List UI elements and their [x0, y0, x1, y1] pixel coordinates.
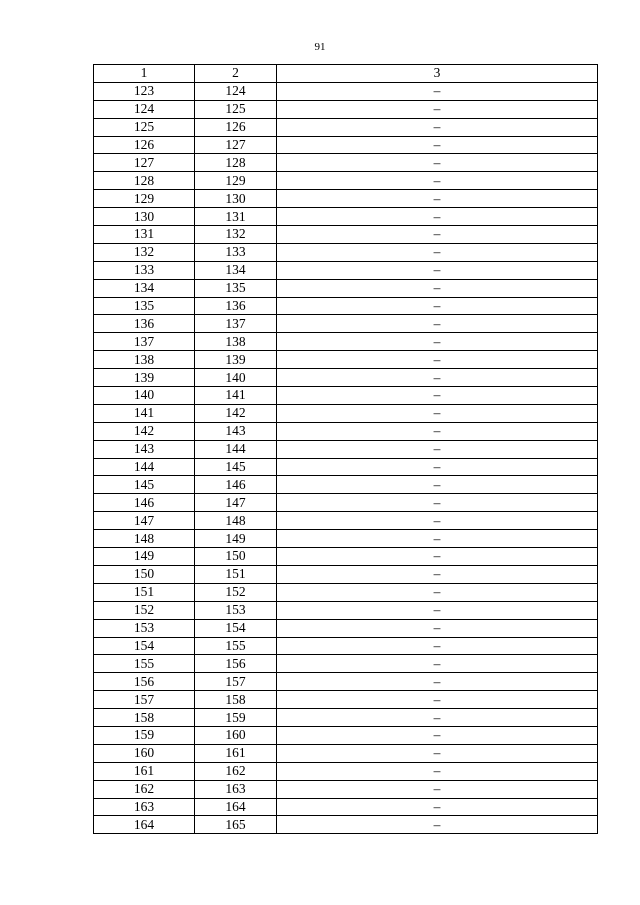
table-cell-col-3: –	[277, 369, 598, 387]
table-cell-col-1: 145	[94, 476, 195, 494]
table-cell-col-2: 161	[195, 744, 277, 762]
table-cell-col-3: –	[277, 82, 598, 100]
table-cell-col-2: 152	[195, 583, 277, 601]
table-cell-col-2: 160	[195, 726, 277, 744]
table-cell-col-3: –	[277, 387, 598, 405]
table-cell-col-2: 133	[195, 243, 277, 261]
table-cell-col-1: 127	[94, 154, 195, 172]
table-row	[94, 351, 598, 369]
table-cell-col-2: 159	[195, 709, 277, 727]
table-row	[94, 673, 598, 691]
table-cell-col-2: 157	[195, 673, 277, 691]
table-row	[94, 208, 598, 226]
table-cell-col-1: 128	[94, 172, 195, 190]
header-col-2: 2	[195, 65, 277, 83]
table-cell-col-2: 131	[195, 208, 277, 226]
table-row	[94, 100, 598, 118]
table-cell-col-2: 128	[195, 154, 277, 172]
table-cell-col-2: 132	[195, 226, 277, 244]
table-row	[94, 261, 598, 279]
table-row	[94, 369, 598, 387]
table-cell-col-3: –	[277, 440, 598, 458]
table-row	[94, 583, 598, 601]
table-cell-col-2: 145	[195, 458, 277, 476]
table-row	[94, 655, 598, 673]
page-number: 91	[314, 41, 326, 53]
table-row	[94, 297, 598, 315]
table-cell-col-2: 153	[195, 601, 277, 619]
table-cell-col-3: –	[277, 136, 598, 154]
table-cell-col-3: –	[277, 512, 598, 530]
table-cell-col-3: –	[277, 744, 598, 762]
table-row	[94, 744, 598, 762]
table-cell-col-1: 130	[94, 208, 195, 226]
table-cell-col-1: 131	[94, 226, 195, 244]
table-cell-col-1: 135	[94, 297, 195, 315]
table-cell-col-1: 152	[94, 601, 195, 619]
table-cell-col-2: 126	[195, 118, 277, 136]
table-row	[94, 530, 598, 548]
table-body	[94, 82, 598, 833]
table-cell-col-3: –	[277, 709, 598, 727]
table-cell-col-1: 150	[94, 565, 195, 583]
table-row	[94, 136, 598, 154]
table-cell-col-1: 133	[94, 261, 195, 279]
table-cell-col-2: 147	[195, 494, 277, 512]
table-row	[94, 565, 598, 583]
table-row	[94, 118, 598, 136]
table-cell-col-3: –	[277, 261, 598, 279]
table-cell-col-3: –	[277, 476, 598, 494]
table-row	[94, 387, 598, 405]
table-row	[94, 619, 598, 637]
table-cell-col-1: 147	[94, 512, 195, 530]
table-cell-col-3: –	[277, 118, 598, 136]
table-cell-col-1: 139	[94, 369, 195, 387]
table-row	[94, 154, 598, 172]
table-cell-col-1: 158	[94, 709, 195, 727]
table-row	[94, 315, 598, 333]
table-cell-col-2: 150	[195, 548, 277, 566]
data-table	[93, 64, 598, 834]
table-cell-col-2: 164	[195, 798, 277, 816]
table-cell-col-2: 140	[195, 369, 277, 387]
table-header	[94, 65, 598, 83]
table-cell-col-3: –	[277, 762, 598, 780]
table-cell-col-2: 148	[195, 512, 277, 530]
table-cell-col-3: –	[277, 530, 598, 548]
table-cell-col-1: 134	[94, 279, 195, 297]
table-cell-col-1: 125	[94, 118, 195, 136]
table-row	[94, 333, 598, 351]
table-cell-col-2: 139	[195, 351, 277, 369]
table-cell-col-2: 130	[195, 190, 277, 208]
table-cell-col-1: 148	[94, 530, 195, 548]
table-cell-col-3: –	[277, 691, 598, 709]
table-cell-col-2: 125	[195, 100, 277, 118]
table-row	[94, 726, 598, 744]
table-cell-col-3: –	[277, 208, 598, 226]
table-cell-col-1: 157	[94, 691, 195, 709]
table-cell-col-2: 141	[195, 387, 277, 405]
table-row	[94, 172, 598, 190]
table-cell-col-3: –	[277, 565, 598, 583]
table-cell-col-3: –	[277, 601, 598, 619]
table-cell-col-1: 149	[94, 548, 195, 566]
table-cell-col-2: 154	[195, 619, 277, 637]
table-row	[94, 422, 598, 440]
table-cell-col-2: 155	[195, 637, 277, 655]
table-cell-col-1: 164	[94, 816, 195, 834]
table-cell-col-1: 126	[94, 136, 195, 154]
table-row	[94, 762, 598, 780]
table-cell-col-2: 135	[195, 279, 277, 297]
table-cell-col-3: –	[277, 351, 598, 369]
table-cell-col-3: –	[277, 100, 598, 118]
table-cell-col-3: –	[277, 726, 598, 744]
table-cell-col-1: 124	[94, 100, 195, 118]
table-cell-col-3: –	[277, 798, 598, 816]
table-cell-col-3: –	[277, 154, 598, 172]
table-row	[94, 494, 598, 512]
table-cell-col-2: 162	[195, 762, 277, 780]
table-cell-col-2: 124	[195, 82, 277, 100]
table-row	[94, 780, 598, 798]
table-cell-col-2: 138	[195, 333, 277, 351]
table-cell-col-3: –	[277, 548, 598, 566]
table-cell-col-2: 142	[195, 404, 277, 422]
table-row	[94, 476, 598, 494]
table-cell-col-3: –	[277, 297, 598, 315]
table-cell-col-3: –	[277, 619, 598, 637]
table-cell-col-3: –	[277, 583, 598, 601]
table-cell-col-1: 156	[94, 673, 195, 691]
table-row	[94, 601, 598, 619]
table-cell-col-1: 132	[94, 243, 195, 261]
table-row	[94, 243, 598, 261]
table-cell-col-3: –	[277, 279, 598, 297]
header-row	[94, 65, 598, 83]
table-row	[94, 548, 598, 566]
table-cell-col-1: 123	[94, 82, 195, 100]
table-cell-col-1: 163	[94, 798, 195, 816]
table-cell-col-2: 146	[195, 476, 277, 494]
table-cell-col-2: 129	[195, 172, 277, 190]
table-cell-col-3: –	[277, 315, 598, 333]
table-cell-col-2: 134	[195, 261, 277, 279]
table-cell-col-1: 151	[94, 583, 195, 601]
table-row	[94, 440, 598, 458]
header-col-1: 1	[94, 65, 195, 83]
table-cell-col-1: 153	[94, 619, 195, 637]
table-cell-col-1: 141	[94, 404, 195, 422]
table-cell-col-2: 151	[195, 565, 277, 583]
table-row	[94, 82, 598, 100]
table-cell-col-1: 136	[94, 315, 195, 333]
table-cell-col-3: –	[277, 655, 598, 673]
table-cell-col-1: 138	[94, 351, 195, 369]
table-cell-col-3: –	[277, 637, 598, 655]
header-col-3: 3	[277, 65, 598, 83]
table-row	[94, 637, 598, 655]
table-cell-col-3: –	[277, 494, 598, 512]
table-cell-col-3: –	[277, 458, 598, 476]
table-cell-col-2: 144	[195, 440, 277, 458]
table-row	[94, 798, 598, 816]
table-cell-col-2: 156	[195, 655, 277, 673]
table-cell-col-3: –	[277, 243, 598, 261]
table-cell-col-3: –	[277, 422, 598, 440]
table-row	[94, 404, 598, 422]
table-cell-col-2: 158	[195, 691, 277, 709]
table-cell-col-1: 140	[94, 387, 195, 405]
table-cell-col-3: –	[277, 673, 598, 691]
table-row	[94, 816, 598, 834]
table-cell-col-1: 143	[94, 440, 195, 458]
table-row	[94, 226, 598, 244]
table-cell-col-1: 146	[94, 494, 195, 512]
table-cell-col-2: 149	[195, 530, 277, 548]
table-row	[94, 190, 598, 208]
table-cell-col-1: 160	[94, 744, 195, 762]
table-row	[94, 512, 598, 530]
table-cell-col-1: 154	[94, 637, 195, 655]
table-cell-col-2: 163	[195, 780, 277, 798]
table-cell-col-2: 143	[195, 422, 277, 440]
table-cell-col-1: 161	[94, 762, 195, 780]
table-cell-col-3: –	[277, 226, 598, 244]
table-row	[94, 709, 598, 727]
table-cell-col-2: 136	[195, 297, 277, 315]
table-cell-col-3: –	[277, 816, 598, 834]
table-cell-col-1: 144	[94, 458, 195, 476]
table-row	[94, 279, 598, 297]
table-row	[94, 691, 598, 709]
table-cell-col-2: 165	[195, 816, 277, 834]
table-cell-col-1: 129	[94, 190, 195, 208]
table-cell-col-1: 159	[94, 726, 195, 744]
table-cell-col-1: 142	[94, 422, 195, 440]
table-cell-col-3: –	[277, 333, 598, 351]
table-cell-col-1: 155	[94, 655, 195, 673]
table-cell-col-2: 127	[195, 136, 277, 154]
table-cell-col-3: –	[277, 780, 598, 798]
table-cell-col-2: 137	[195, 315, 277, 333]
table-cell-col-1: 162	[94, 780, 195, 798]
table-cell-col-3: –	[277, 172, 598, 190]
table-cell-col-1: 137	[94, 333, 195, 351]
table-row	[94, 458, 598, 476]
table-cell-col-3: –	[277, 190, 598, 208]
table-cell-col-3: –	[277, 404, 598, 422]
